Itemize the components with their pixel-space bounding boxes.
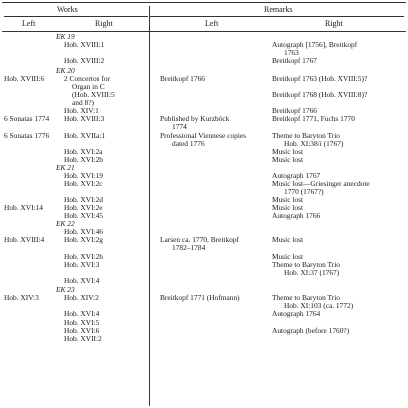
remarks-right-cell: Autograph 1764 <box>272 309 321 318</box>
header-works-right: Right <box>95 19 113 28</box>
works-right-cell: Hob. XVI:5 <box>64 318 100 327</box>
remarks-right-cell: Hob. XI:37 (1767) <box>284 268 340 277</box>
remarks-right-cell: Music lost—Griesinger anecdote <box>272 179 370 188</box>
works-right-cell: Hob. XVIII:3 <box>64 114 105 123</box>
header-remarks: Remarks <box>264 5 293 14</box>
remarks-right-cell: Theme to Baryton Trio <box>272 293 340 302</box>
works-right-cell: EK 23 <box>56 285 75 294</box>
header-works: Works <box>57 5 78 14</box>
works-group-rule <box>4 16 148 17</box>
remarks-left-cell: 1782–1784 <box>172 243 206 252</box>
remarks-right-cell: Autograph (before 1760?) <box>272 326 350 335</box>
works-left-cell: 6 Sonatas 1774 <box>4 114 50 123</box>
remarks-right-cell: Breitkopf 1771, Fuchs 1770 <box>272 114 355 123</box>
remarks-right-cell: Breitkopf 1763 (Hob. XVIII:5)? <box>272 74 368 83</box>
works-left-cell: 6 Sonatas 1776 <box>4 131 50 140</box>
works-right-cell: Hob. XVI:46 <box>64 227 104 236</box>
remarks-right-cell: Hob. XI:38/i (1767) <box>284 139 344 148</box>
remarks-right-cell: Hob. XI:103 (ca. 1772) <box>284 301 354 310</box>
works-right-cell: Hob. XVIII:1 <box>64 40 105 49</box>
works-right-cell: (Hob. XVIII:5 <box>72 90 115 99</box>
works-left-cell: Hob. XIV:3 <box>4 293 39 302</box>
works-right-cell: 2 Concertos for <box>64 74 110 83</box>
column-divider <box>149 6 150 406</box>
works-right-cell: Hob. XVI:19 <box>64 171 104 180</box>
works-right-cell: Hob. XVI:2c <box>64 179 103 188</box>
remarks-right-cell: Music lost <box>272 195 304 204</box>
works-right-cell: Hob. XVI:45 <box>64 211 104 220</box>
remarks-right-cell: 1763 <box>284 48 299 57</box>
works-left-cell: Hob. XVI:14 <box>4 203 44 212</box>
works-right-cell: Hob. XVI:2e <box>64 203 103 212</box>
header-remarks-left: Left <box>205 19 219 28</box>
header-remarks-right: Right <box>325 19 343 28</box>
remarks-left-cell: 1774 <box>172 122 187 131</box>
remarks-right-cell: Music lost <box>272 155 304 164</box>
remarks-left-cell: Professional Viennese copies <box>160 131 247 140</box>
remarks-right-cell: Breitkopf 1767 <box>272 56 317 65</box>
works-right-cell: Hob. XVI:6 <box>64 326 100 335</box>
remarks-right-cell: Theme to Baryton Trio <box>272 131 340 140</box>
remarks-left-cell: Larsen ca. 1770, Breitkopf <box>160 235 240 244</box>
works-right-cell: EK 19 <box>56 32 75 41</box>
remarks-right-cell: Theme to Baryton Trio <box>272 260 340 269</box>
remarks-right-cell: Breitkopf 1768 (Hob. XVIII:8)? <box>272 90 368 99</box>
works-right-cell: EK 20 <box>56 66 75 75</box>
works-right-cell: Hob. XVI:4 <box>64 276 100 285</box>
works-right-cell: Hob. XVIIa:1 <box>64 131 106 140</box>
remarks-right-cell: Autograph 1766 <box>272 211 321 220</box>
header-works-left: Left <box>22 19 36 28</box>
top-rule <box>2 2 406 3</box>
works-right-cell: EK 21 <box>56 163 75 172</box>
remarks-right-cell: Autograph 1767 <box>272 171 321 180</box>
works-right-cell: Hob. XVIII:2 <box>64 56 105 65</box>
works-right-cell: Hob. XVI:4 <box>64 309 100 318</box>
works-left-cell: Hob. XVIII:4 <box>4 235 45 244</box>
remarks-right-cell: Music lost <box>272 203 304 212</box>
works-left-cell: Hob. XVIII:6 <box>4 74 45 83</box>
remarks-right-cell: Music lost <box>272 147 304 156</box>
works-right-cell: Organ in C <box>72 82 105 91</box>
works-right-cell: EK 22 <box>56 219 75 228</box>
works-right-cell: Hob. XIV:2 <box>64 293 99 302</box>
remarks-left-cell: Breitkopf 1771 (Hofmann) <box>160 293 240 302</box>
remarks-right-cell: Music lost <box>272 252 304 261</box>
works-right-cell: and 8?) <box>72 98 94 107</box>
works-right-cell: Hob. XVII:2 <box>64 334 102 343</box>
works-right-cell: Hob. XVI:2d <box>64 195 104 204</box>
works-right-cell: Hob. XVI:2a <box>64 147 103 156</box>
works-right-cell: Hob. XVI:3 <box>64 260 100 269</box>
remarks-right-cell: 1770 (1767?) <box>284 187 324 196</box>
remarks-left-cell: Breitkopf 1766 <box>160 74 205 83</box>
works-right-cell: Hob. XVI:2b <box>64 155 104 164</box>
remarks-group-rule <box>150 16 404 17</box>
remarks-right-cell: Music lost <box>272 235 304 244</box>
works-right-cell: Hob. XVI:2g <box>64 235 104 244</box>
works-right-cell: Hob. XIV:1 <box>64 106 99 115</box>
remarks-left-cell: dated 1776 <box>172 139 205 148</box>
remarks-right-cell: Breitkopf 1766 <box>272 106 317 115</box>
remarks-left-cell: Published by Kurzböck <box>160 114 230 123</box>
works-right-cell: Hob. XVI:2h <box>64 252 104 261</box>
remarks-right-cell: Autograph [1756], Breitkopf <box>272 40 358 49</box>
